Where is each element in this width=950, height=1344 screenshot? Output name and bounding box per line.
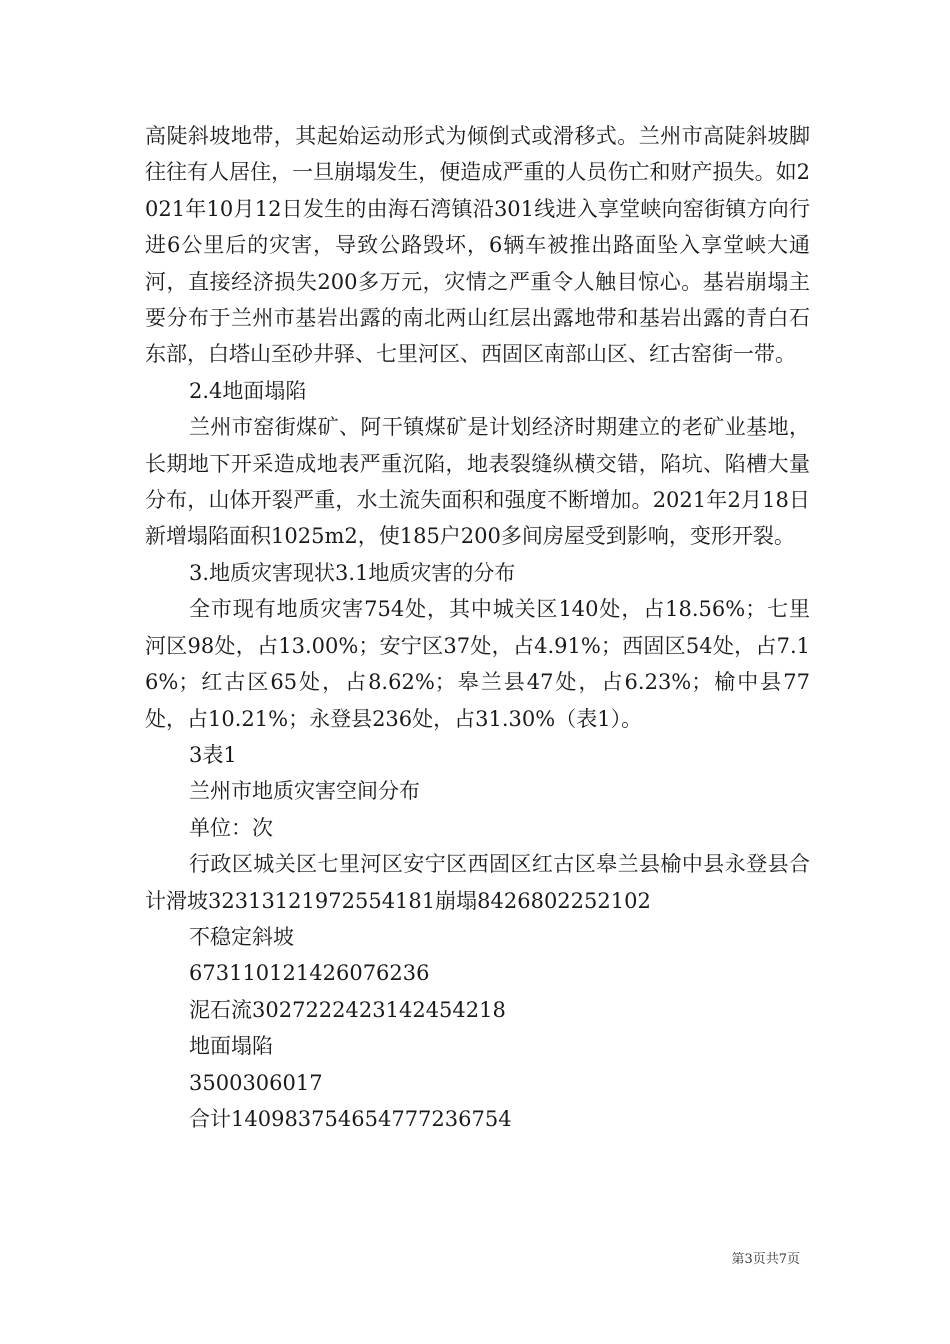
table-row-label-ground-subsidence: 地面塌陷 xyxy=(189,1034,273,1059)
table-row-values-ground-subsidence: 3500306017 xyxy=(189,1070,323,1095)
section-heading-3: 3.地质灾害现状3.1地质灾害的分布 xyxy=(189,560,516,585)
section-heading-2-4: 2.4地面塌陷 xyxy=(189,378,307,403)
table-unit: 单位：次 xyxy=(189,815,273,840)
page-number-footer: 第3页共7页 xyxy=(731,1252,800,1267)
table-row-debris-flow: 泥石流3027222423142454218 xyxy=(189,997,506,1022)
paragraph-disaster-distribution: 全市现有地质灾害754处，其中城关区140处，占18.56%；七里河区98处，占13.00%；安宁区37处，占4.91%；西固区54处，占7.16%；红古区65处，占8.62%；皋兰县47处，占6.23%；榆中县77处，占10.21%；永登县236处，占31.30%（表1）。 xyxy=(145,597,810,731)
table-row-values-unstable-slope: 673110121426076236 xyxy=(189,961,430,986)
table-number: 3表1 xyxy=(189,742,237,767)
paragraph-ground-subsidence: 兰州市窑街煤矿、阿干镇煤矿是计划经济时期建立的老矿业基地，长期地下开采造成地表严重沉陷，地表裂缝纵横交错，陷坑、陷槽大量分布，山体开裂严重，水土流失面积和强度不断增加。2021年2月18日新增塌陷面积1025m2，使185户200多间房屋受到影响，变形开裂。 xyxy=(145,415,810,549)
paragraph-collapse-continued: 高陡斜坡地带，其起始运动形式为倾倒式或滑移式。兰州市高陡斜坡脚往往有人居住，一旦崩塌发生，便造成严重的人员伤亡和财产损失。如2021年10月12日发生的由海石湾镇沿301线进入享堂峡向窑街镇方向行进6公里后的灾害，导致公路毁坏，6辆车被推出路面坠入享堂峡大通河，直接经济损失200多万元，灾情之严重令人触目惊心。基岩崩塌主要分布于兰州市基岩出露的南北两山红层出露地带和基岩出露的青白石东部，白塔山至砂井驿、七里河区、西固区南部山区、红古窑街一带。 xyxy=(145,124,810,367)
table-title: 兰州市地质灾害空间分布 xyxy=(189,779,420,804)
table-header-row: 行政区城关区七里河区安宁区西固区红古区皋兰县榆中县永登县合计滑坡32313121972554181崩塌8426802252102 xyxy=(145,852,810,913)
table-row-label-unstable-slope: 不稳定斜坡 xyxy=(189,924,294,949)
table-row-total: 合计140983754654777236754 xyxy=(189,1106,512,1131)
document-body xyxy=(145,118,810,1137)
